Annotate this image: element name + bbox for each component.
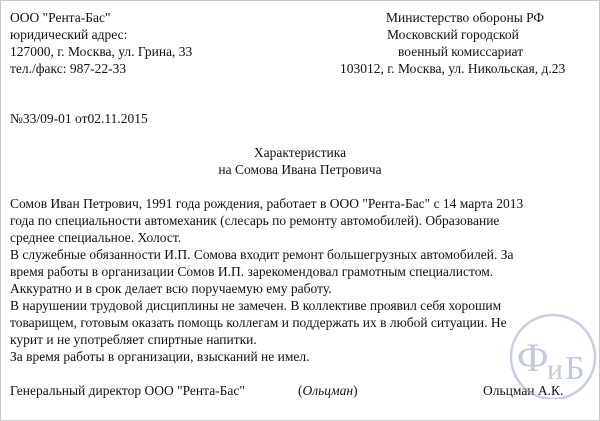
reference-number: №33/09-01 от02.11.2015	[10, 111, 148, 126]
company-address: 127000, г. Москва, ул. Грина, 33	[10, 44, 193, 59]
company-name: ООО "Рента-Бас"	[10, 10, 111, 25]
svg-text:и: и	[547, 353, 564, 386]
recipient-ministry: Министерство обороны РФ	[386, 10, 545, 25]
body-line: За время работы в организации, взысканий не имел.	[10, 349, 310, 364]
signature-close-paren: )	[353, 383, 358, 398]
recipient-address: 103012, г. Москва, ул. Никольская, д.23	[340, 61, 566, 76]
body-line: В нарушении трудовой дисциплины не замечен. В коллективе проявил себя хорошим	[10, 298, 502, 313]
signature-name: Ольцман	[302, 383, 354, 398]
signatory-position: Генеральный директор ООО "Рента-Бас"	[10, 383, 245, 398]
signatory-printed-name: Ольцман А.К.	[483, 383, 564, 398]
recipient-commissariat: военный комиссариат	[398, 44, 524, 59]
body-line: время работы в организации Сомов И.П. зарекомендовал грамотным специалистом.	[10, 264, 494, 279]
company-address-label: юридический адрес:	[10, 27, 128, 42]
signature-block	[298, 383, 358, 399]
body-line: года по специальности автомеханик (слесарь по ремонту автомобилей). Образование	[10, 213, 500, 228]
body-line: В служебные обязанности И.П. Сомова входит ремонт большегрузных автомобилей. За	[10, 247, 514, 262]
document-title: Характеристика	[253, 145, 347, 160]
document-subtitle: на Сомова Ивана Петровича	[218, 162, 382, 177]
svg-text:Б: Б	[565, 350, 585, 387]
body-line: товарищем, готовым оказать помощь коллегам и поддержать их в любой ситуации. Не	[10, 315, 507, 330]
body-line: Сомов Иван Петрович, 1991 года рождения, работает в ООО "Рента-Бас" с 14 марта 2013	[10, 196, 524, 211]
svg-text:Ф: Ф	[517, 335, 549, 380]
signature-open-paren: (	[298, 383, 303, 398]
company-phone: тел./факс: 987-22-33	[10, 61, 127, 76]
body-line: Аккуратно и в срок делает всю поручаемую ему работу.	[10, 281, 332, 296]
recipient-office: Московский городской	[387, 27, 519, 42]
body-line: среднее специальное. Холост.	[10, 230, 182, 245]
body-line: курит и не употребляет спиртные напитки.	[10, 332, 257, 347]
